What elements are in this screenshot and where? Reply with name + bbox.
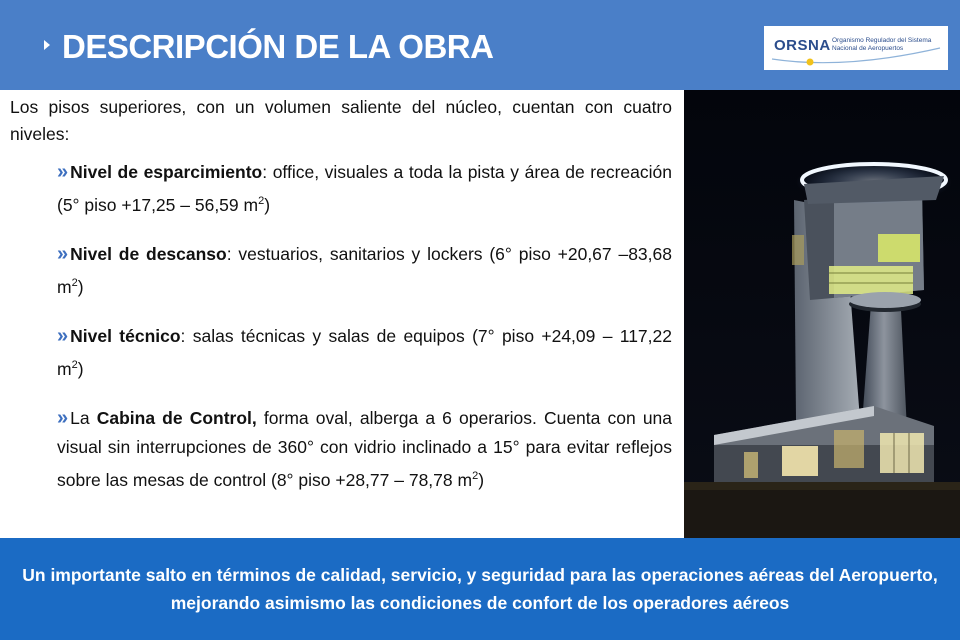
orsna-logo	[764, 26, 948, 70]
item-title: Cabina de Control,	[96, 408, 257, 428]
footer-banner	[0, 538, 960, 640]
item-text: : vestuarios, sanitarios y lockers (6° piso +20,67 –83,68 m	[57, 244, 672, 297]
item-tail: )	[264, 194, 271, 215]
item-title: Nivel de descanso	[70, 244, 227, 264]
item-text: : office, visuales a toda la pista y área de recreación (5° piso +17,25 – 56,59 m	[57, 162, 672, 215]
content-area	[0, 90, 684, 538]
item-superscript: 2	[472, 470, 479, 482]
control-tower-illustration	[684, 90, 960, 538]
footer-text: Un importante salto en términos de calidad, servicio, y seguridad para las operaciones aéreas del Aeropuerto, mejorando asimismo las condiciones de confort de los operadores aéreos	[22, 565, 938, 613]
item-tail: )	[77, 358, 84, 379]
item-text: : salas técnicas y salas de equipos (7° piso +24,09 – 117,22 m	[57, 326, 672, 379]
item-tail: )	[478, 469, 485, 490]
double-chevron-right-icon: »	[57, 325, 65, 347]
title-bullet-icon	[44, 40, 50, 50]
double-chevron-right-icon: »	[57, 161, 65, 183]
item-text: forma oval, alberga a 6 operarios. Cuenta con una visual sin interrupciones de 360° con vidrio inclinado a 15° para evitar reflejos sobre las mesas de control (8° piso +28,77 – 78,78 m	[57, 408, 673, 490]
item-superscript: 2	[71, 359, 78, 371]
item-tail: )	[77, 276, 84, 297]
page-title: DESCRIPCIÓN DE LA OBRA	[62, 28, 494, 65]
list-item	[57, 404, 672, 495]
item-title: Nivel técnico	[70, 326, 181, 346]
header-bar	[0, 0, 960, 90]
double-chevron-right-icon: »	[57, 243, 65, 265]
logo-subtitle: Organismo Regulador del Sistema Nacional de Aeropuertos	[832, 37, 932, 52]
item-superscript: 2	[71, 277, 78, 289]
logo-swoosh-icon	[764, 26, 948, 70]
item-prefix: La	[70, 408, 97, 428]
list-item	[57, 240, 672, 302]
intro-paragraph: Los pisos superiores, con un volumen saliente del núcleo, cuentan con cuatro niveles:	[10, 97, 672, 144]
list-item	[57, 158, 672, 220]
double-chevron-right-icon: »	[57, 407, 65, 429]
control-tower-photo	[684, 90, 960, 538]
logo-wordmark: ORSNA	[774, 37, 831, 54]
list-item	[57, 322, 672, 384]
item-title: Nivel de esparcimiento	[70, 162, 263, 182]
item-superscript: 2	[258, 195, 265, 207]
